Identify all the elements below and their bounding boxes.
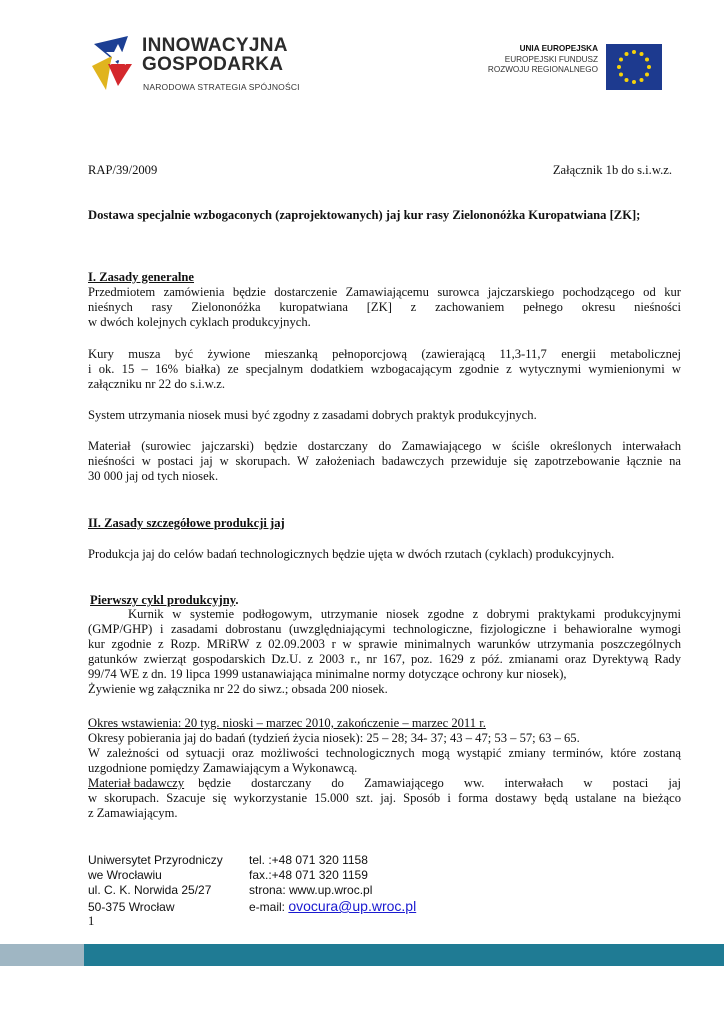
paragraph-6-line: 99/74 WE z dn. 19 lipca 1999 ustanawiająca minimalne normy dotyczące ochrony kur niosek),	[88, 667, 567, 681]
footer-email-label: e-mail:	[249, 900, 286, 914]
attachment-label: Załącznik 1b do s.i.w.z.	[552, 163, 672, 177]
section-1-heading: I. Zasady generalne	[88, 270, 195, 284]
paragraph-8-line: z Zamawiającym.	[88, 806, 178, 820]
paragraph-1	[88, 285, 681, 330]
paragraph-8	[88, 776, 681, 821]
paragraph-6-line: kur zgodnie z Rozp. MRiRW z 02.09.2003 r w sprawie minimalnych warunków utrzymania poszczególnych	[88, 637, 681, 651]
eu-star-icon	[625, 52, 629, 56]
paragraph-8-line: w skorupach. Szacuje się wykorzystanie 15.000 szt. jaj. Sposób i forma dostawy będą ustalane na bieżąco	[88, 791, 681, 805]
paragraph-1-line: w dwóch kolejnych cyklach produkcyjnych.	[88, 315, 311, 329]
document-title: Dostawa specjalnie wzbogaconych (zaprojektowanych) jaj kur rasy Zielononóżka Kuropatwiana [ZK];	[88, 208, 641, 222]
paragraph-6-line: Kurnik w systemie podłogowym, utrzymanie niosek zgodne z dobrymi praktykami produkcyjnymi	[128, 607, 681, 621]
document-reference: RAP/39/2009	[88, 163, 158, 177]
paragraph-2-line: Kury musza być żywione mieszanką pełnoporcjową (zawierającą 11,3-11,7 energii metabolicznej	[88, 347, 681, 361]
cycle-heading-text: Pierwszy cykl produkcyjny	[90, 593, 236, 607]
footer-band-right	[84, 944, 724, 966]
eu-star-icon	[617, 65, 621, 69]
cycle-heading	[90, 593, 238, 608]
paragraph-1-line: Przedmiotem zamówienia będzie dostarczenie Zamawiającemu surowca jajczarskiego pochodzącego od kur	[88, 285, 681, 299]
page-number: 1	[88, 914, 95, 928]
ig-logo-icon	[88, 34, 136, 92]
eu-star-icon	[645, 73, 649, 77]
paragraph-3: System utrzymania niosek musi być zgodny z zasadami dobrych praktyk produkcyjnych.	[88, 408, 537, 422]
paragraph-8-line: będzie dostarczany do Zamawiającego ww. interwałach w postaci jaj	[198, 776, 681, 790]
eu-star-icon	[632, 50, 636, 54]
paragraph-2-line: załączniku nr 22 do s.i.w.z.	[88, 377, 225, 391]
eu-star-icon	[640, 78, 644, 82]
footer-fax: fax.:+48 071 320 1159	[249, 868, 368, 882]
ig-logo-subtitle: NARODOWA STRATEGIA SPÓJNOŚCI	[143, 82, 300, 92]
footer-email-link[interactable]: ovocura@up.wroc.pl	[288, 898, 417, 914]
eu-star-icon	[632, 80, 636, 84]
footer-phone: tel. :+48 071 320 1158	[249, 853, 368, 867]
eu-logo-line1: UNIA EUROPEJSKA	[519, 44, 598, 53]
paragraph-6-line: gatunków zwierząt gospodarskich Dz.U. z 2003 r., nr 167, poz. 1629 z póź. zmianami oraz Dyrektywą Rady	[88, 652, 681, 666]
eu-star-icon	[619, 58, 623, 62]
paragraph-7-line: uzgodnione pomiędzy Zamawiającym a Wykonawcą.	[88, 761, 358, 775]
paragraph-5: Produkcja jaj do celów badań technologicznych będzie ujęta w dwóch rzutach (cyklach) produkcyjnych.	[88, 547, 615, 561]
paragraph-4-line: 30 000 jaj od tych niosek.	[88, 469, 219, 483]
footer-address-line: 50-375 Wrocław	[88, 900, 175, 914]
eu-star-icon	[647, 65, 651, 69]
footer-address-line: ul. C. K. Norwida 25/27	[88, 883, 212, 897]
paragraph-2-line: i ok. 15 – 16% białka) ze specjalnym dodatkiem wzbogacającym zgodnie z wytycznymi wymienionymi w	[88, 362, 681, 376]
eu-flag-icon	[606, 44, 662, 90]
footer-address-line: we Wrocławiu	[88, 868, 162, 882]
paragraph-7-line: W zależności od sytuacji oraz możliwości technologicznych mogą wystąpić zmiany terminów, które zostaną	[88, 746, 681, 760]
ig-logo-line2: GOSPODARKA	[142, 54, 284, 75]
paragraph-7	[88, 716, 681, 776]
material-lead: Materiał badawczy	[88, 776, 185, 790]
footer-address-line: Uniwersytet Przyrodniczy	[88, 853, 223, 867]
paragraph-4-line: Materiał (surowiec jajczarski) będzie dostarczany do Zamawiającego w ściśle określonych interwałach	[88, 439, 681, 453]
paragraph-6-line: Żywienie wg załącznika nr 22 do siwz.; obsada 200 niosek.	[88, 682, 388, 696]
eu-star-icon	[640, 52, 644, 56]
paragraph-7-line: Okresy pobierania jaj do badań (tydzień życia niosek): 25 – 28; 34- 37; 43 – 47; 53 – 57; 63 – 65.	[88, 731, 580, 745]
section-2-heading: II. Zasady szczegółowe produkcji jaj	[88, 516, 285, 530]
ig-logo-line1: INNOWACYJNA	[142, 35, 288, 56]
eu-logo	[476, 44, 668, 90]
footer-contact	[249, 853, 416, 915]
eu-logo-line3: ROZWOJU REGIONALNEGO	[487, 65, 598, 74]
paragraph-1-line: nieśnych rasy Zielononóżka kuropatwiana [ZK] z zachowaniem pełnego okresu nieśności	[88, 300, 681, 314]
eu-star-icon	[625, 78, 629, 82]
eu-logo-line2: EUROPEJSKI FUNDUSZ	[504, 54, 598, 64]
cycle-heading-dot: .	[235, 593, 239, 607]
paragraph-4-line: nieśności w postaci jaj w skorupach. W założeniach badawczych przewiduje się zapotrzebowanie łącznie na	[88, 454, 681, 468]
eu-star-icon	[619, 73, 623, 77]
footer-address	[88, 853, 223, 915]
paragraph-6-line: (GMP/GHP) i zasadami dobrostanu (uwzględniającymi technologiczne, fizjologiczne i behawioralne wymogi	[88, 622, 681, 636]
footer-band-left	[0, 944, 84, 966]
paragraph-2	[88, 347, 681, 392]
paragraph-6	[88, 607, 681, 697]
eu-star-icon	[645, 58, 649, 62]
footer-website[interactable]: strona: www.up.wroc.pl	[249, 883, 373, 897]
paragraph-4	[88, 439, 681, 484]
innowacyjna-gospodarka-logo	[88, 30, 298, 100]
insertion-period: Okres wstawienia: 20 tyg. nioski – marzec 2010, zakończenie – marzec 2011 r.	[88, 716, 486, 730]
